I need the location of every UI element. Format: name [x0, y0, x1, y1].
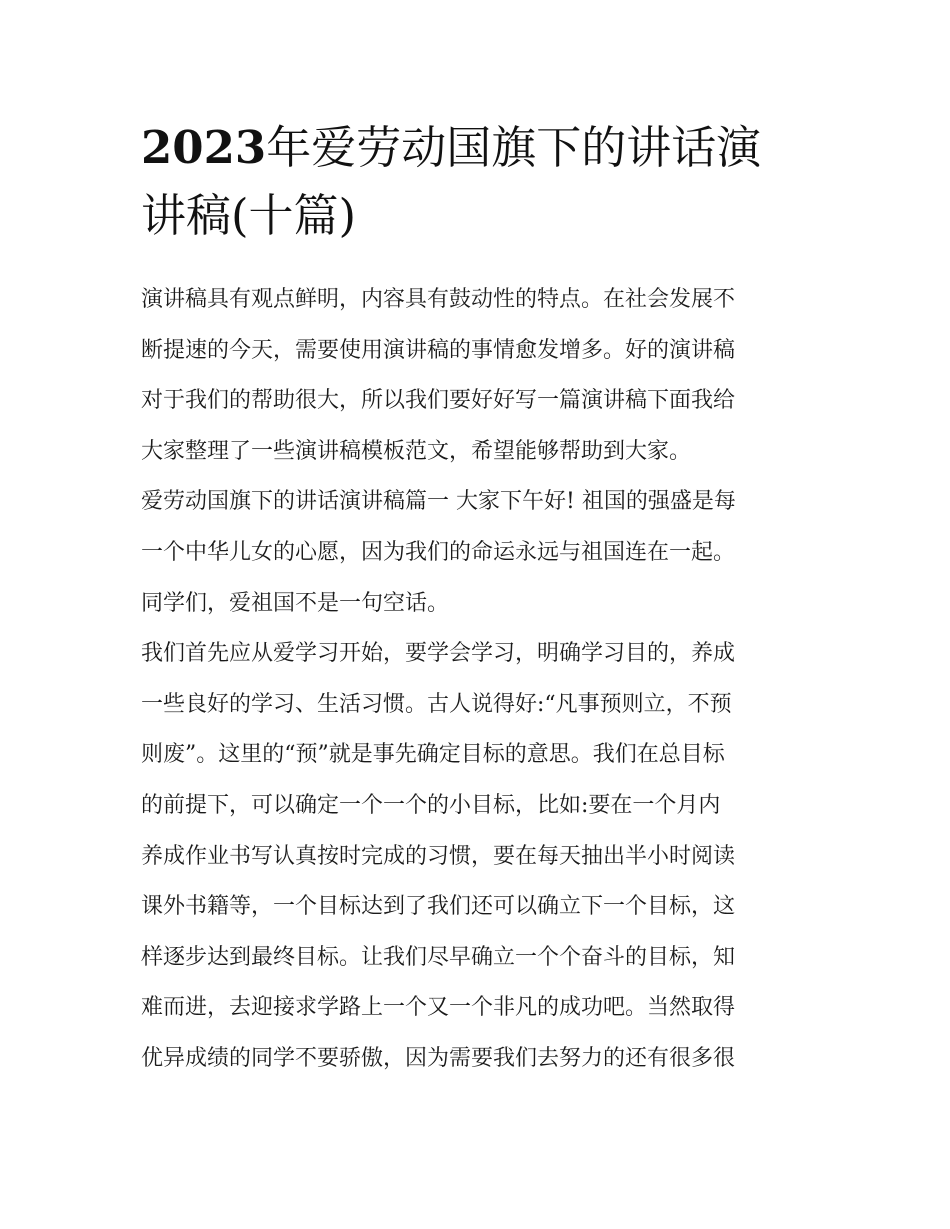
- body-line: 养成作业书写认真按时完成的习惯，要在每天抽出半小时阅读: [141, 843, 736, 869]
- body-line: 优异成绩的同学不要骄傲，因为需要我们去努力的还有很多很: [141, 1045, 736, 1071]
- body-line: 对于我们的帮助很大，所以我们要好好写一篇演讲稿下面我给: [141, 388, 736, 414]
- body-line: 的前提下，可以确定一个一个的小目标，比如:要在一个月内: [141, 792, 721, 818]
- body-line: 则废”。这里的“预”就是事先确定目标的意思。我们在总目标: [141, 742, 725, 768]
- document-body: [141, 275, 821, 1085]
- title-line-1: [141, 114, 821, 182]
- body-line: 课外书籍等，一个目标达到了我们还可以确立下一个目标，这: [141, 894, 736, 920]
- document-title: [141, 114, 821, 250]
- body-line: 大家整理了一些演讲稿模板范文，希望能够帮助到大家。: [141, 438, 692, 464]
- body-line: 一些良好的学习、生活习惯。古人说得好:“凡事预则立，不预: [141, 691, 732, 717]
- body-line: 同学们，爱祖国不是一句空话。: [141, 590, 450, 616]
- body-line: 演讲稿具有观点鲜明，内容具有鼓动性的特点。在社会发展不: [141, 287, 736, 312]
- body-line: 样逐步达到最终目标。让我们尽早确立一个个奋斗的目标，知: [141, 944, 736, 970]
- body-line: 一个中华儿女的心愿，因为我们的命运永远与祖国连在一起。: [141, 539, 736, 565]
- title-line-2: 讲稿(十篇): [141, 189, 357, 242]
- body-line: 我们首先应从爱学习开始，要学会学习，明确学习目的，养成: [141, 641, 736, 667]
- body-line: 断提速的今天，需要使用演讲稿的事情愈发增多。好的演讲稿: [141, 337, 736, 363]
- title-line-1-text: 年爱劳动国旗下的讲话演: [266, 121, 762, 174]
- title-year: 2023: [141, 121, 267, 174]
- body-line: 爱劳动国旗下的讲话演讲稿篇一 大家下午好! 祖国的强盛是每: [141, 489, 736, 515]
- body-line: 难而进，去迎接求学路上一个又一个非凡的成功吧。当然取得: [141, 995, 736, 1021]
